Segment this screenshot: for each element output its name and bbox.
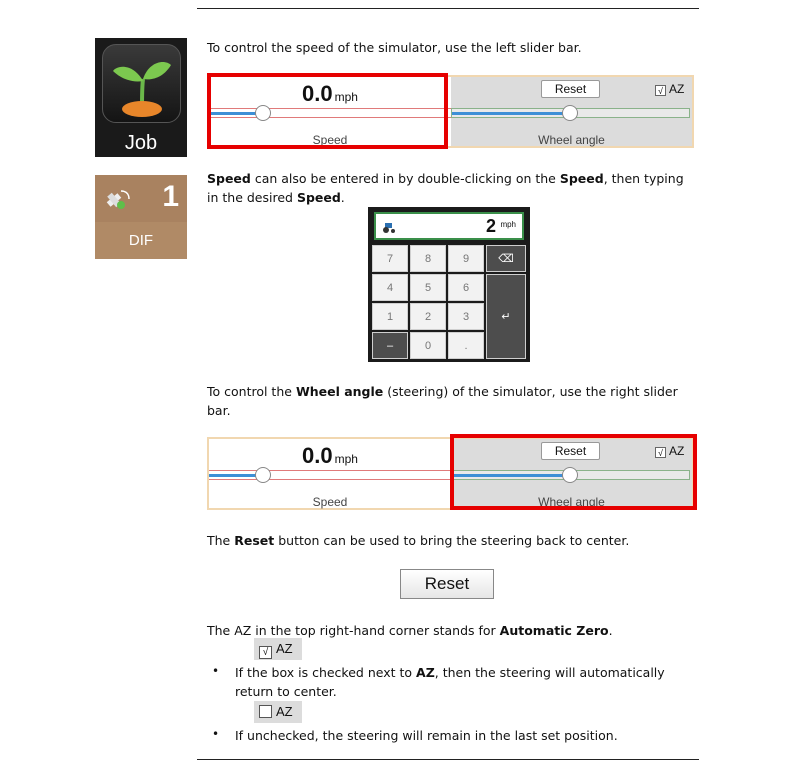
minus-key[interactable]: – [372, 332, 408, 359]
satellite-icon [101, 185, 133, 217]
key-0[interactable]: 0 [410, 332, 446, 359]
keypad-value: 2 [485, 216, 496, 236]
intro-paragraph: To control the speed of the simulator, use the left slider bar. [207, 40, 582, 55]
wheel-caption: Wheel angle [538, 495, 605, 509]
dif-label: DIF [128, 232, 154, 249]
dif-tile [95, 175, 187, 259]
az-unchecked-example: AZ [254, 701, 302, 723]
reset-paragraph: The Reset button can be used to bring the steering back to center. [207, 533, 630, 548]
az-checkbox[interactable]: √ AZ [655, 82, 684, 96]
top-rule [197, 8, 699, 9]
key-2[interactable]: 2 [410, 303, 446, 330]
job-tile [95, 38, 187, 157]
key-3[interactable]: 3 [448, 303, 484, 330]
bullet-marker: • [212, 664, 220, 678]
key-5[interactable]: 5 [410, 274, 446, 301]
bottom-rule [197, 759, 699, 760]
reset-button-large[interactable]: Reset [400, 569, 494, 599]
dif-number: 1 [162, 180, 179, 213]
sprout-icon [102, 44, 181, 123]
az-paragraph: The AZ in the top right-hand corner stands for Automatic Zero. [207, 623, 613, 638]
key-4[interactable]: 4 [372, 274, 408, 301]
key-1[interactable]: 1 [372, 303, 408, 330]
numeric-keypad [368, 207, 530, 362]
key-8[interactable]: 8 [410, 245, 446, 272]
wheel-slider-section [451, 77, 692, 146]
backspace-key[interactable]: ⌫ [486, 245, 526, 272]
wheel-slider-knob[interactable] [562, 105, 578, 121]
speed-caption: Speed [312, 133, 348, 147]
speed-paragraph: Speed can also be entered in by double-clicking on the Speed, then typing in the desired Speed. [207, 171, 684, 205]
speed-slider-knob[interactable] [255, 467, 271, 483]
bullet-unchecked: If unchecked, the steering will remain in the last set position. [235, 728, 618, 743]
wheel-paragraph: To control the Wheel angle (steering) of the simulator, use the right slider bar. [207, 384, 678, 418]
key-decimal[interactable]: . [448, 332, 484, 359]
speed-slider-track[interactable] [209, 470, 451, 480]
az-checked-example: √ AZ [254, 638, 302, 660]
az-checkbox[interactable]: √ AZ [655, 444, 684, 458]
speed-readout[interactable]: 0.0 mph [302, 81, 358, 106]
keypad-display [374, 212, 524, 240]
wheel-highlight-box [450, 434, 697, 510]
reset-button[interactable]: Reset [541, 80, 600, 98]
tractor-icon [382, 219, 396, 232]
speed-caption: Speed [312, 495, 348, 509]
job-label: Job [124, 132, 158, 154]
enter-key[interactable]: ↵ [486, 274, 526, 359]
bullet-checked: If the box is checked next to AZ, then the steering will automatically return to center. [235, 665, 665, 699]
bullet-marker: • [212, 727, 220, 741]
wheel-caption: Wheel angle [538, 133, 605, 147]
speed-readout[interactable]: 0.0 mph [302, 443, 358, 468]
reset-button[interactable]: Reset [541, 442, 600, 460]
key-6[interactable]: 6 [448, 274, 484, 301]
keypad-unit: mph [500, 220, 516, 229]
key-9[interactable]: 9 [448, 245, 484, 272]
speed-highlight-box [207, 73, 448, 149]
key-7[interactable]: 7 [372, 245, 408, 272]
speed-slider-section [209, 439, 451, 508]
